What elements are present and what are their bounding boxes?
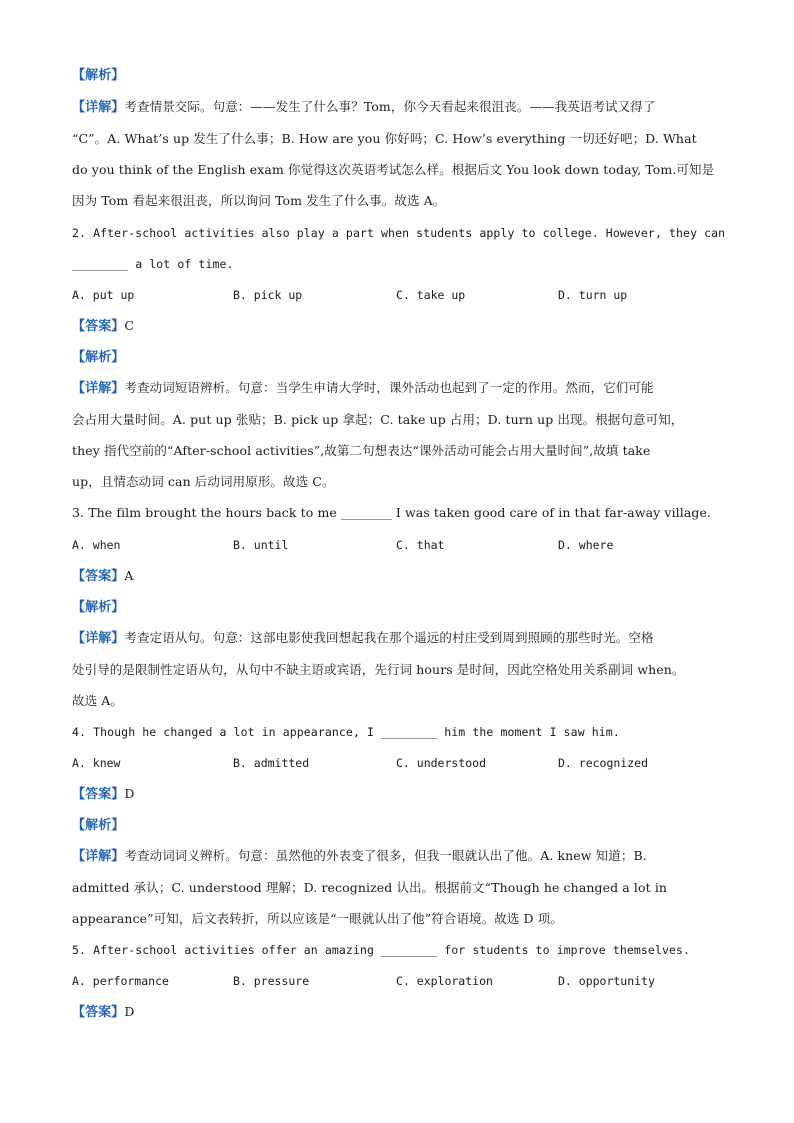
detail-paragraph-line: they 指代空前的“After-school activities”,故第二句想表达“课外活动可能会占用大量时间”,故填 take	[72, 443, 651, 458]
detail-paragraph-line: 处引导的是限制性定语从句，从句中不缺主语或宾语，先行词 hours 是时间，因此空格处用关系副词 when。	[72, 662, 685, 677]
option-c: C. understood	[396, 756, 487, 770]
answer-q2: 【答案】C	[72, 318, 135, 334]
question-3: 3. The film brought the hours back to me ________ I was taken good care of in that far-away village.	[72, 505, 712, 520]
question-2-line: ________ a lot of time.	[72, 257, 234, 271]
detail-paragraph: 【详解】考查情景交际。句意：——发生了什么事？Tom，你今天看起来很沮丧。——我英语考试又得了	[72, 99, 656, 115]
detail-paragraph: 【详解】考查动词短语辨析。句意：当学生申请大学时，课外活动也起到了一定的作用。然而，它们可能	[72, 380, 654, 396]
option-d: D. turn up	[558, 288, 628, 302]
option-b: B. admitted	[233, 756, 310, 770]
detail-paragraph: 【详解】考查定语从句。句意：这部电影使我回想起我在那个遥远的村庄受到周到照顾的那些时光。空格	[72, 630, 654, 646]
option-a: A. knew	[72, 756, 121, 770]
option-a: A. put up	[72, 288, 135, 302]
detail-paragraph-line: appearance”可知，后文表转折，所以应该是“一眼就认出了他”符合语境。故选 D 项。	[72, 911, 563, 926]
analysis-tag: 【解析】	[72, 350, 125, 365]
detail-paragraph-line: admitted 承认；C. understood 理解；D. recognized 认出。根据前文“Though he changed a lot in	[72, 880, 668, 895]
option-b: B. pick up	[233, 288, 303, 302]
answer-q5: 【答案】D	[72, 1004, 135, 1020]
detail-paragraph-line: up，且情态动词 can 后动词用原形。故选 C。	[72, 474, 335, 489]
option-c: C. exploration	[396, 974, 493, 988]
option-b: B. pressure	[233, 974, 310, 988]
question-4: 4. Though he changed a lot in appearance, I ________ him the moment I saw him.	[72, 725, 620, 739]
option-d: D. opportunity	[558, 974, 655, 988]
option-a: A. when	[72, 538, 121, 552]
question-5: 5. After-school activities offer an amazing ________ for students to improve themselves.	[72, 943, 691, 957]
analysis-tag: 【解析】	[72, 818, 125, 833]
answer-q4: 【答案】D	[72, 786, 135, 802]
option-c: C. take up	[396, 288, 466, 302]
option-c: C. that	[396, 538, 445, 552]
detail-paragraph-line: 故选 A。	[72, 693, 124, 708]
detail-paragraph-line: do you think of the English exam 你觉得这次英语考试怎么样。根据后文 You look down today, Tom.可知是	[72, 162, 715, 177]
option-d: D. where	[558, 538, 614, 552]
analysis-tag: 【解析】	[72, 68, 125, 83]
detail-paragraph-line: 因为 Tom 看起来很沮丧，所以询问 Tom 发生了什么事。故选 A。	[72, 193, 446, 208]
analysis-tag: 【解析】	[72, 600, 125, 615]
answer-q3: 【答案】A	[72, 568, 134, 584]
detail-paragraph-line: 会占用大量时间。A. put up 张贴；B. pick up 拿起；C. take up 占用；D. turn up 出现。根据句意可知，	[72, 412, 684, 427]
question-2: 2. After-school activities also play a part when students apply to college. However, they can	[72, 226, 726, 240]
option-b: B. until	[233, 538, 289, 552]
detail-paragraph: 【详解】考查动词词义辨析。句意：虽然他的外表变了很多，但我一眼就认出了他。A. knew 知道；B.	[72, 848, 647, 864]
option-a: A. performance	[72, 974, 169, 988]
option-d: D. recognized	[558, 756, 649, 770]
detail-paragraph-line: “C”。A. What’s up 发生了什么事；B. How are you 你好吗；C. How’s everything 一切还好吧；D. What	[72, 131, 697, 146]
